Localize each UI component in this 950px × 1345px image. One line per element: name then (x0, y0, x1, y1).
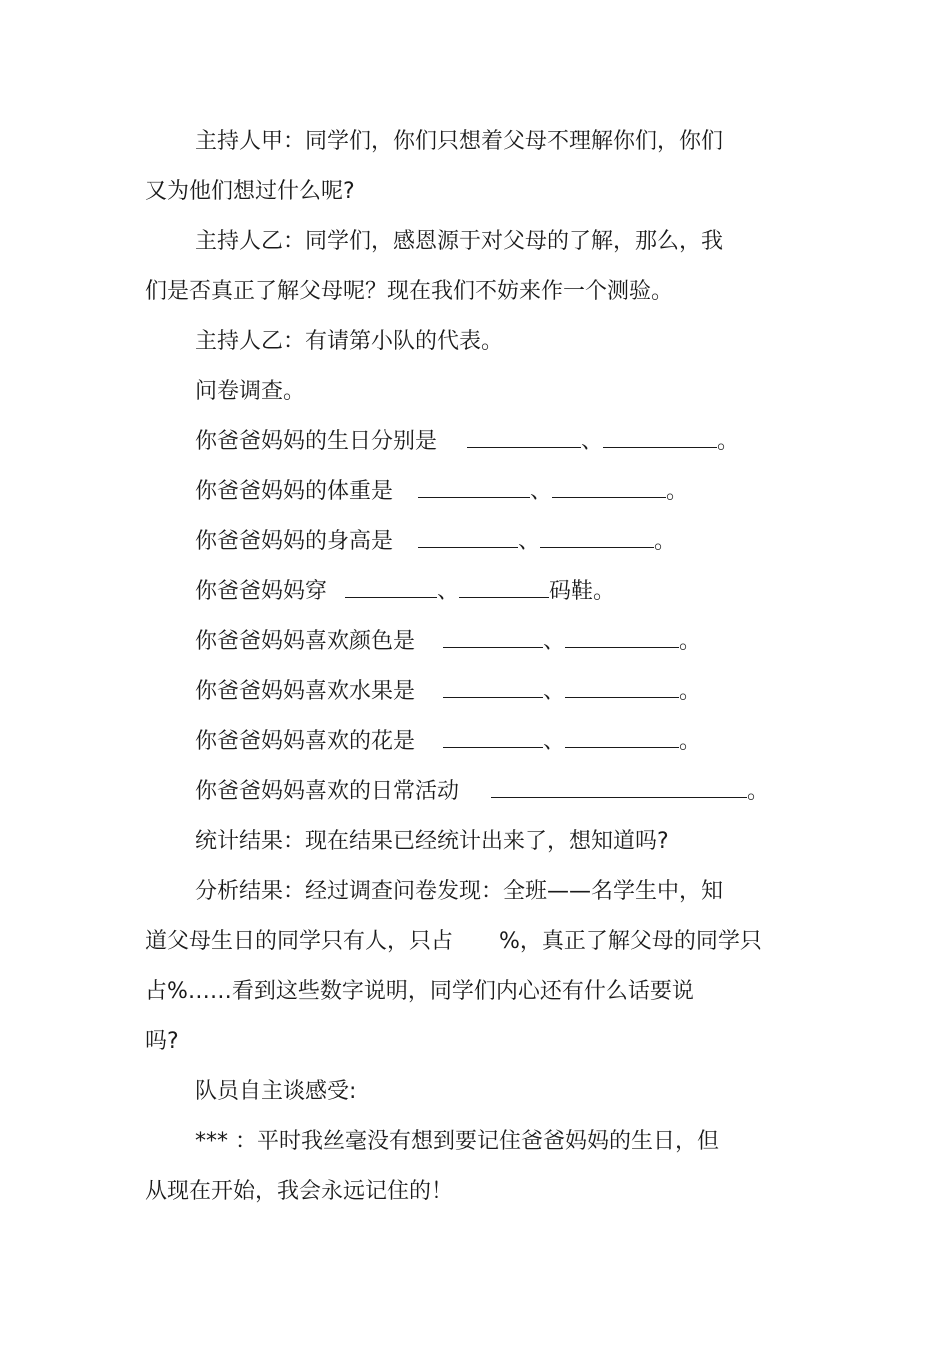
question-text: 你爸爸妈妈喜欢水果是 (195, 679, 416, 704)
analysis-line1: 分析结果：经过调查问卷发现：全班——名学生中，知 (195, 879, 724, 904)
analysis-line3: 占%……看到这些数字说明，同学们内心还有什么话要说 (145, 979, 694, 1004)
separator: 、 (543, 729, 566, 754)
separator: 、 (581, 429, 604, 454)
analysis-line2-part2: %，真正了解父母的同学只 (499, 929, 762, 954)
analysis-line4: 吗? (145, 1029, 179, 1054)
survey-heading: 问卷调查。 (195, 379, 306, 404)
feelings-quote-line1: *** ：平时我丝毫没有想到要记住爸爸妈妈的生日，但 (195, 1129, 719, 1154)
answer-blank[interactable] (552, 477, 666, 498)
suffix: 码鞋。 (549, 579, 616, 604)
survey-question-activity (195, 777, 769, 807)
question-text: 你爸爸妈妈喜欢的花是 (195, 729, 416, 754)
paragraph-host-a-line2: 又为他们想过什么呢? (145, 179, 355, 204)
answer-blank[interactable] (443, 677, 543, 698)
survey-question-weight (195, 477, 688, 507)
paragraph-host-b-line1: 主持人乙：同学们，感恩源于对父母的了解，那么，我 (195, 229, 724, 254)
question-text: 你爸爸妈妈的身高是 (195, 529, 394, 554)
question-text: 你爸爸妈妈喜欢的日常活动 (195, 779, 460, 804)
survey-question-fruit (195, 677, 701, 707)
analysis-line2-part1: 道父母生日的同学只有人，只占 (145, 929, 454, 954)
survey-question-shoe-size (195, 577, 615, 607)
answer-blank[interactable] (467, 427, 581, 448)
answer-blank[interactable] (418, 527, 518, 548)
feelings-heading: 队员自主谈感受: (195, 1079, 357, 1104)
answer-blank[interactable] (418, 477, 530, 498)
answer-blank[interactable] (603, 427, 717, 448)
paragraph-host-b-line2: 们是否真正了解父母呢？现在我们不妨来作一个测验。 (145, 279, 674, 304)
statistics-result: 统计结果：现在结果已经统计出来了，想知道吗? (195, 829, 669, 854)
separator: 、 (543, 679, 566, 704)
survey-question-flower (195, 727, 701, 757)
period: 。 (679, 729, 702, 754)
separator: 、 (437, 579, 460, 604)
feelings-quote-line2: 从现在开始，我会永远记住的！ (145, 1179, 454, 1204)
period: 。 (654, 529, 677, 554)
answer-blank[interactable] (345, 577, 437, 598)
answer-blank[interactable] (443, 627, 543, 648)
period: 。 (666, 479, 689, 504)
period: 。 (717, 429, 740, 454)
answer-blank[interactable] (565, 627, 679, 648)
question-text: 你爸爸妈妈穿 (195, 579, 328, 604)
separator: 、 (543, 629, 566, 654)
question-text: 你爸爸妈妈喜欢颜色是 (195, 629, 416, 654)
question-text: 你爸爸妈妈的体重是 (195, 479, 394, 504)
answer-blank[interactable] (565, 727, 679, 748)
paragraph-host-a-line1: 主持人甲：同学们，你们只想着父母不理解你们，你们 (195, 129, 724, 154)
answer-blank[interactable] (459, 577, 549, 598)
answer-blank[interactable] (565, 677, 679, 698)
paragraph-host-b-invite: 主持人乙：有请第小队的代表。 (195, 329, 504, 354)
question-text: 你爸爸妈妈的生日分别是 (195, 429, 438, 454)
period: 。 (747, 779, 770, 804)
period: 。 (679, 629, 702, 654)
answer-blank[interactable] (491, 777, 747, 798)
answer-blank[interactable] (443, 727, 543, 748)
period: 。 (679, 679, 702, 704)
survey-question-color (195, 627, 701, 657)
answer-blank[interactable] (540, 527, 654, 548)
survey-question-height (195, 527, 676, 557)
separator: 、 (530, 479, 553, 504)
separator: 、 (518, 529, 541, 554)
analysis-line2 (145, 927, 762, 957)
survey-question-birthday (195, 427, 739, 457)
